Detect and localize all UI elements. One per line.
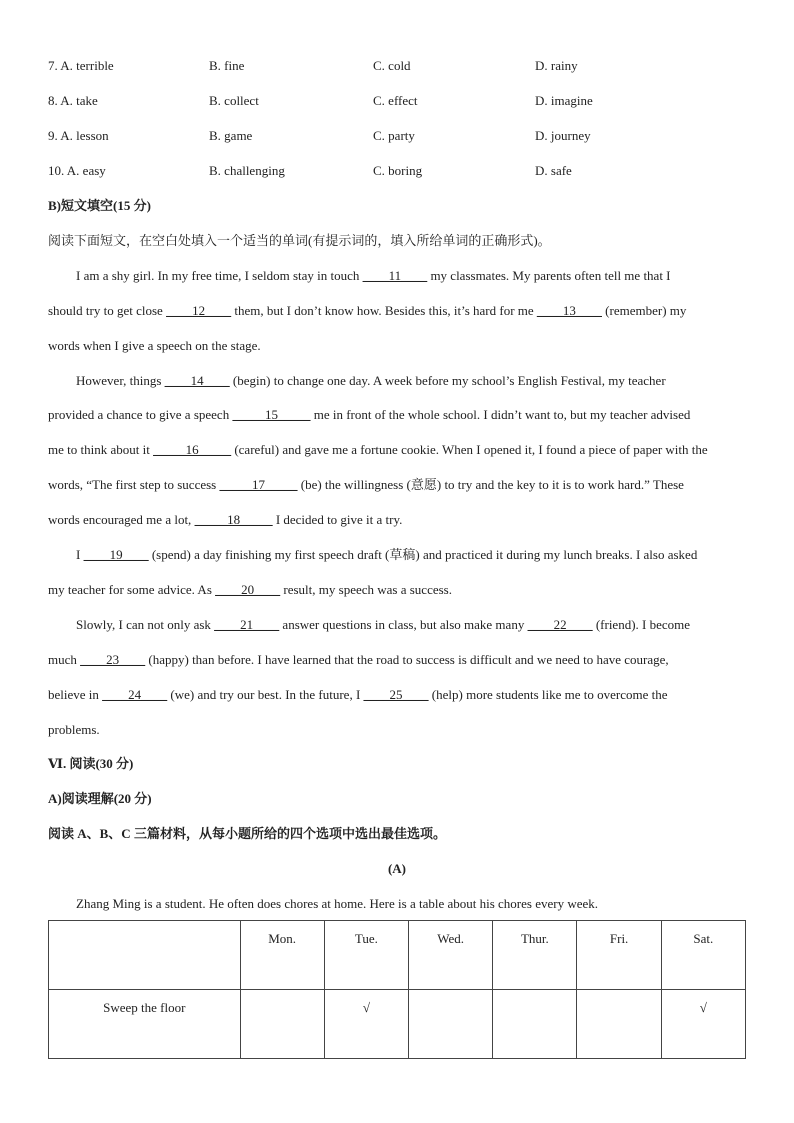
table-header-row xyxy=(49,921,746,990)
option-a: 10. A. easy xyxy=(48,163,106,178)
passage-text: answer questions in class, but also make many xyxy=(279,617,528,632)
blank-14[interactable]: ____14____ xyxy=(164,373,230,388)
passage-line-10 xyxy=(48,581,452,599)
table-header-cell: Tue. xyxy=(324,921,408,990)
passage-text: (we) and try our best. In the future, I xyxy=(167,687,364,702)
option-b: B. challenging xyxy=(209,163,285,178)
table-header-cell: Thur. xyxy=(493,921,577,990)
passage-text: I xyxy=(76,547,84,562)
passage-text: (careful) and gave me a fortune cookie. When I opened it, I found a piece of paper with the xyxy=(231,442,708,457)
option-b: B. collect xyxy=(209,93,259,108)
passage-text: result, my speech was a success. xyxy=(280,582,452,597)
chores-table xyxy=(48,920,746,1059)
section-vi-sub-a: A)阅读理解(20 分) xyxy=(48,791,152,806)
option-row-7 xyxy=(48,57,746,75)
passage-a-intro: Zhang Ming is a student. He often does chores at home. Here is a table about his chores every week. xyxy=(76,896,599,911)
option-b: B. fine xyxy=(209,58,245,73)
passage-text: words, “The first step to success xyxy=(48,477,220,492)
table-header-cell: Mon. xyxy=(240,921,324,990)
passage-text: me in front of the whole school. I didn’t want to, but my teacher advised xyxy=(310,407,691,422)
passage-text: my teacher for some advice. As xyxy=(48,582,216,597)
table-header-cell: Wed. xyxy=(409,921,493,990)
passage-text: (be) the willingness (意愿) to try and the key to it is to work hard.” These xyxy=(297,477,684,492)
table-header-cell: Sat. xyxy=(661,921,745,990)
blank-23[interactable]: ____23____ xyxy=(80,652,146,667)
option-a: 7. A. terrible xyxy=(48,58,114,73)
blank-24[interactable]: ____24____ xyxy=(102,687,168,702)
passage-text: me to think about it xyxy=(48,442,154,457)
blank-17[interactable]: _____17_____ xyxy=(219,477,298,492)
option-c: C. effect xyxy=(373,93,418,108)
passage-text: should try to get close xyxy=(48,303,167,318)
table-header-cell xyxy=(49,921,241,990)
option-c: C. party xyxy=(373,128,415,143)
passage-line-7 xyxy=(48,476,684,494)
option-d: D. journey xyxy=(535,128,591,143)
passage-line-1 xyxy=(76,267,671,285)
passage-text: them, but I don’t know how. Besides this, it’s hard for me xyxy=(231,303,537,318)
passage-text: (begin) to change one day. A week before my school’s English Festival, my teacher xyxy=(229,373,666,388)
passage-text: words encouraged me a lot, xyxy=(48,512,195,527)
passage-text: (spend) a day finishing my first speech draft (草稿) and practiced it during my lunch breaks. I also asked xyxy=(148,547,698,562)
table-row xyxy=(49,990,746,1059)
blank-13[interactable]: ____13____ xyxy=(536,303,602,318)
table-cell xyxy=(240,990,324,1059)
table-header-cell: Fri. xyxy=(577,921,661,990)
option-row-10 xyxy=(48,162,746,180)
passage-line-12 xyxy=(48,651,669,669)
passage-text: much xyxy=(48,652,81,667)
blank-18[interactable]: _____18_____ xyxy=(194,512,273,527)
section-b-title: B)短文填空(15 分) xyxy=(48,198,151,213)
table-cell xyxy=(493,990,577,1059)
passage-line-6 xyxy=(48,441,708,459)
blank-11[interactable]: ____11____ xyxy=(362,268,428,283)
option-row-9 xyxy=(48,127,746,145)
blank-22[interactable]: ____22____ xyxy=(527,617,593,632)
passage-text: Slowly, I can not only ask xyxy=(76,617,215,632)
table-cell: √ xyxy=(324,990,408,1059)
passage-text: provided a chance to give a speech xyxy=(48,407,233,422)
passage-text: (friend). I become xyxy=(592,617,691,632)
option-row-8 xyxy=(48,92,746,110)
passage-text: (help) more students like me to overcome the xyxy=(428,687,668,702)
blank-21[interactable]: ____21____ xyxy=(214,617,280,632)
passage-text: I decided to give it a try. xyxy=(272,512,403,527)
passage-line-13 xyxy=(48,686,668,704)
table-cell xyxy=(577,990,661,1059)
passage-text: (remember) my xyxy=(601,303,687,318)
blank-19[interactable]: ____19____ xyxy=(83,547,149,562)
passage-a-label: (A) xyxy=(387,861,407,876)
table-cell: Sweep the floor xyxy=(49,990,241,1059)
section-b-instruction: 阅读下面短文，在空白处填入一个适当的单词(有提示词的，填入所给单词的正确形式)。 xyxy=(48,233,551,248)
passage-text: (happy) than before. I have learned that the road to success is difficult and we need to have courage, xyxy=(145,652,669,667)
table-cell xyxy=(409,990,493,1059)
passage-line-14: problems. xyxy=(48,722,100,737)
section-vi-title: Ⅵ. 阅读(30 分) xyxy=(48,756,134,771)
passage-text: my classmates. My parents often tell me that I xyxy=(427,268,671,283)
passage-line-8 xyxy=(48,511,402,529)
passage-text: I am a shy girl. In my free time, I seldom stay in touch xyxy=(76,268,363,283)
option-a: 9. A. lesson xyxy=(48,128,109,143)
blank-16[interactable]: _____16_____ xyxy=(153,442,232,457)
passage-text: However, things xyxy=(76,373,165,388)
blank-15[interactable]: _____15_____ xyxy=(232,407,311,422)
passage-line-2 xyxy=(48,302,686,320)
option-c: C. boring xyxy=(373,163,423,178)
blank-12[interactable]: ____12____ xyxy=(166,303,232,318)
option-d: D. imagine xyxy=(535,93,593,108)
passage-text: believe in xyxy=(48,687,103,702)
option-a: 8. A. take xyxy=(48,93,98,108)
blank-20[interactable]: ____20____ xyxy=(215,582,281,597)
passage-line-3: words when I give a speech on the stage. xyxy=(48,338,261,353)
passage-line-5 xyxy=(48,406,690,424)
blank-25[interactable]: ____25____ xyxy=(363,687,429,702)
passage-line-11 xyxy=(76,616,690,634)
option-d: D. safe xyxy=(535,163,572,178)
table-cell: √ xyxy=(661,990,745,1059)
option-d: D. rainy xyxy=(535,58,578,73)
option-b: B. game xyxy=(209,128,253,143)
section-vi-instruction: 阅读 A、B、C 三篇材料，从每小题所给的四个选项中选出最佳选项。 xyxy=(48,826,446,841)
passage-line-4 xyxy=(76,372,666,390)
option-c: C. cold xyxy=(373,58,411,73)
passage-line-9 xyxy=(76,546,697,564)
